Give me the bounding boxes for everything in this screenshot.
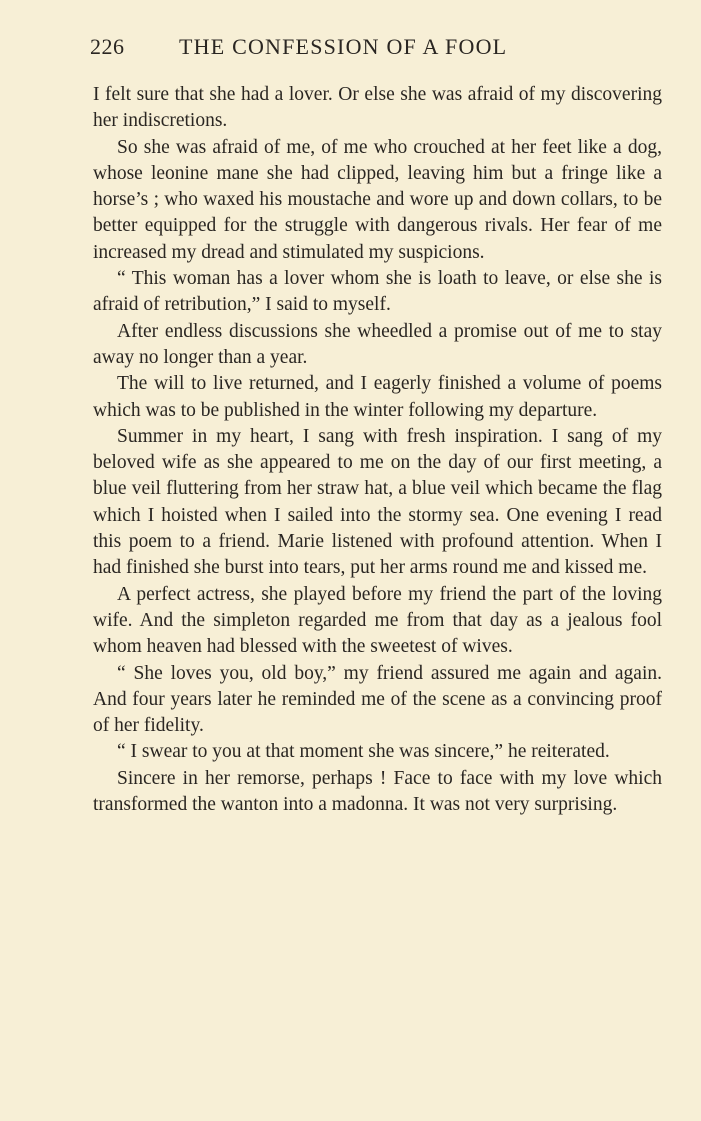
book-title: THE CONFESSION OF A FOOL	[179, 34, 508, 59]
paragraph: After endless discussions she wheedled a promise out of me to stay away no longer than a year.	[93, 320, 662, 368]
paragraph: A perfect actress, she played before my friend the part of the loving wife. And the simpleton regarded me from that day as a jealous fool whom heaven had blessed with the sweetest of wives.	[93, 583, 662, 658]
paragraph: I felt sure that she had a lover. Or else she was afraid of my discovering her indiscretions.	[93, 84, 662, 132]
paragraph: Summer in my heart, I sang with fresh inspiration. I sang of my beloved wife as she appeared to me on the day of our first meeting, a blue veil fluttering from her straw hat, a blue veil which became the flag which I hoisted when I sailed into the stormy sea. One evening I read this poem to a friend. Marie listened with profound attention. When I had finished she burst into tears, put her arms round me and kissed me.	[93, 425, 662, 579]
paragraph: So she was afraid of me, of me who crouched at her feet like a dog, whose leonine mane she had clipped, leaving him but a fringe like a horse’s ; who waxed his moustache and wore up and down collars, to be better equipped for the struggle with dangerous rivals. Her fear of me increased my dread and stimulated my suspicions.	[93, 136, 662, 263]
page-number: 226	[90, 34, 125, 59]
paragraph: “ I swear to you at that moment she was sincere,” he reiterated.	[117, 741, 610, 763]
paragraph: Sincere in her remorse, perhaps ! Face to face with my love which transformed the wanton into a madonna. It was not very surprising.	[93, 767, 662, 816]
paragraph: “ She loves you, old boy,” my friend assured me again and again. And four years later he reminded me of the scene as a convincing proof of her fidelity.	[93, 662, 662, 737]
paragraph: The will to live returned, and I eagerly finished a volume of poems which was to be published in the winter following my departure.	[93, 373, 662, 421]
paragraph: “ This woman has a lover whom she is loath to leave, or else she is afraid of retribution,” I said to myself.	[93, 268, 662, 316]
body-text	[93, 82, 662, 818]
running-head	[90, 34, 580, 64]
